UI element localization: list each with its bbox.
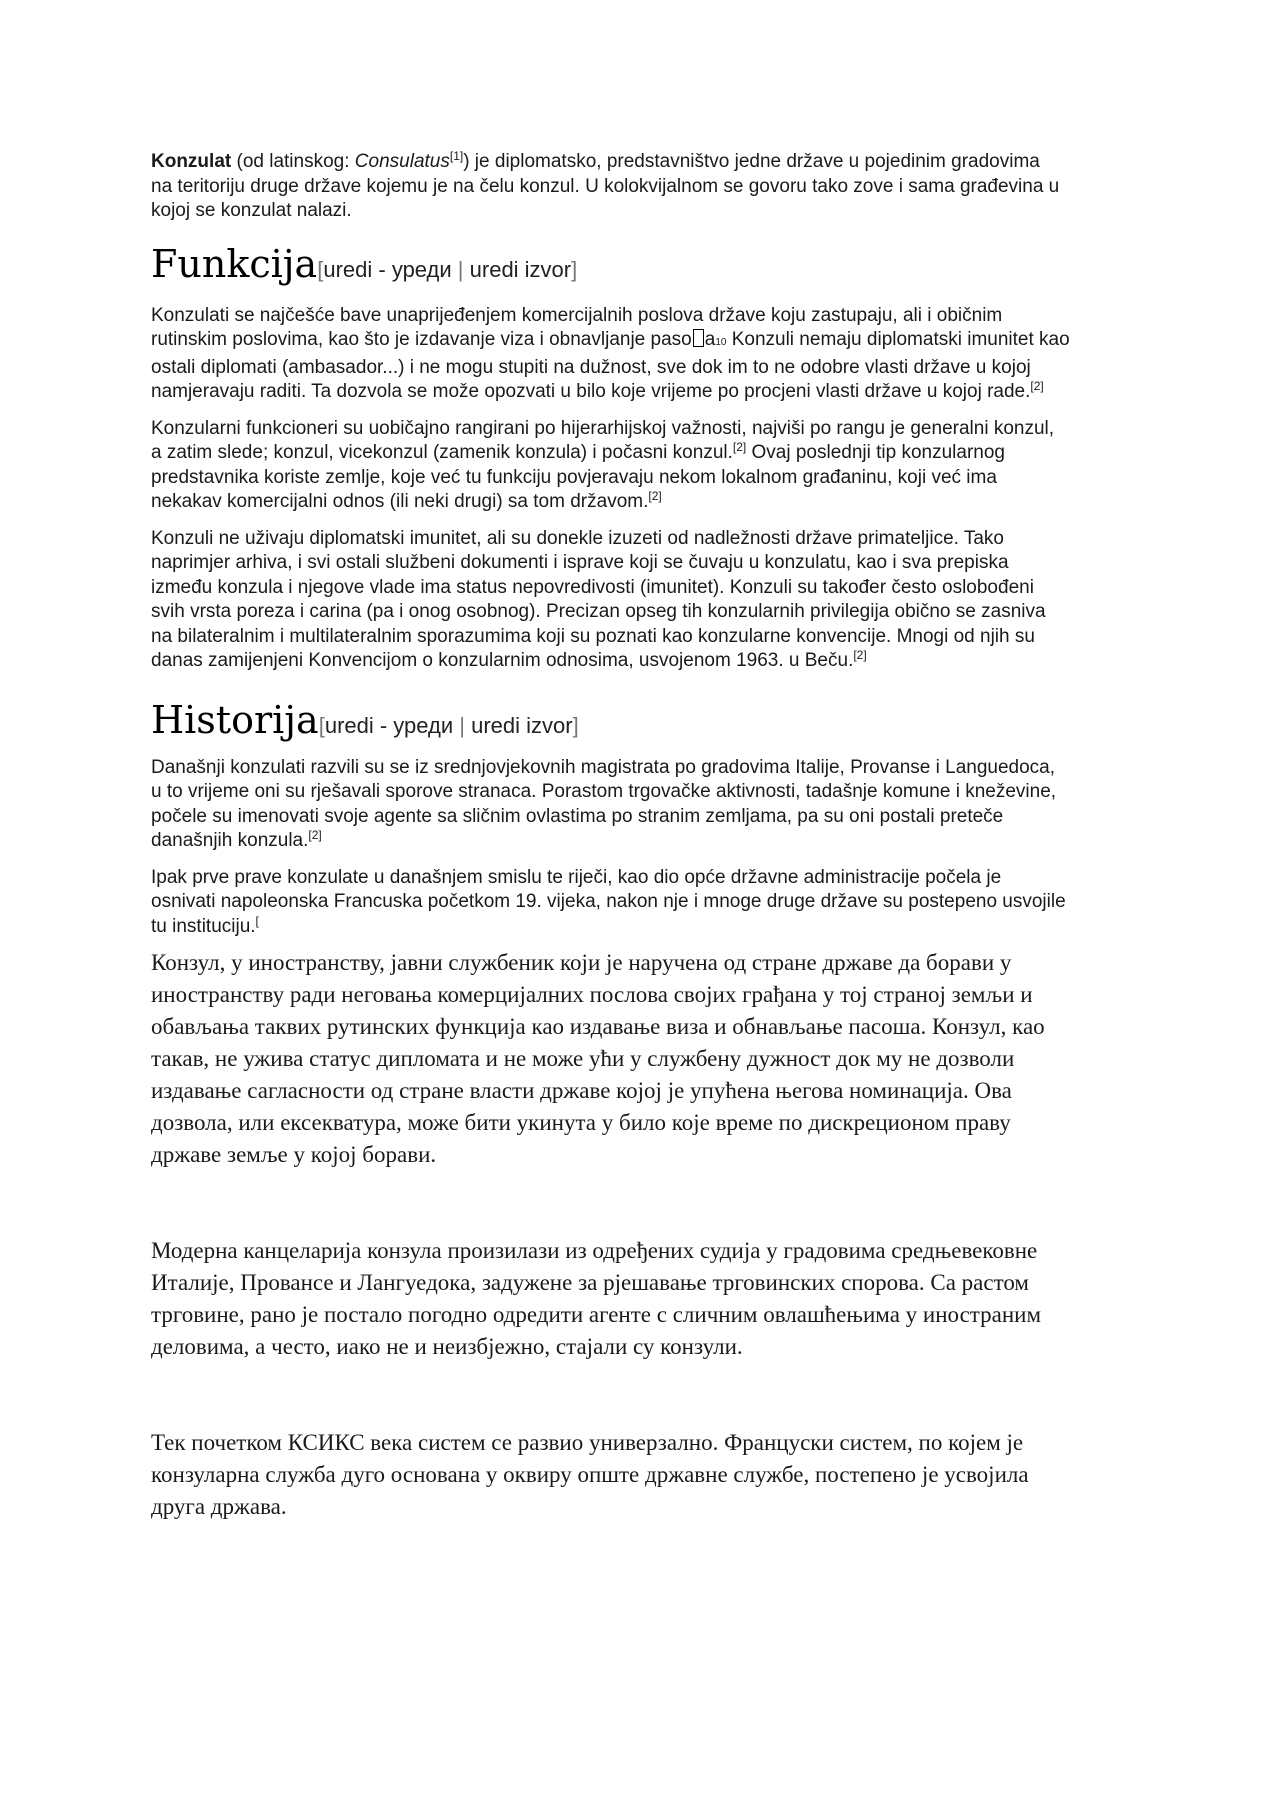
intro-paragraph: Konzulat (od latinskog: Consulatus[1]) je diplomatsko, predstavništvo jedne države u pojedinim gradovima na teritoriju druge države kojemu je na čelu konzul. U kolokvijalnom se govoru tako zove i sama građevina u kojoj se konzulat nalazi. xyxy=(151,149,1060,221)
reference-link[interactable]: [ xyxy=(255,913,259,928)
cyrillic-paragraph-3: Тек почетком КСИКС века систем се развио универзално. Француски систем, по којем је конзуларна служба дуго основана у оквиру опште државне службе, постепено је усвојила друга држава. xyxy=(151,1430,1029,1519)
latin-term: Consulatus xyxy=(354,151,450,172)
edit-links: [uredi - уреди | uredi izvor] xyxy=(318,712,579,738)
reference-link[interactable]: [2] xyxy=(1030,379,1044,393)
article-term: Konzulat xyxy=(151,151,232,172)
historija-paragraph-1: Današnji konzulati razvili su se iz srednjovjekovnih magistrata po gradovima Italije, Provanse i Languedoca, u to vrijeme oni su rješavali sporove stranaca. Porastom trgovačke aktivnosti, tadašnje komune i kneževine, počele su imenovati svoje agente sa sličnim ovlastima po stranim zemljama, pa su oni postali preteče današnjih konzula.[2] xyxy=(151,756,1057,851)
edit-links: [uredi - уреди | uredi izvor] xyxy=(317,256,578,282)
cyrillic-paragraph-2: Модерна канцеларија конзула произилази из одређених судија у градовима средњевековне Италије, Провансе и Лангуедока, задужене за рјешавање трговинских спорова. Са растом трговине, рано је постало погодно одредити агенте с сличним овлашћењима у иностраним деловима, а често, иако не и неизбјежно, стајали су конзули. xyxy=(151,1238,1042,1359)
historija-paragraph-2: Ipak prve prave konzulate u današnjem smislu te riječi, kao dio opće državne administracije počela je osnivati napoleonska Francuska početkom 19. vijeka, nakon nje i mnoge druge države su postepeno usvojile tu instituciju.[ xyxy=(151,866,1066,937)
reference-link[interactable]: [2] xyxy=(853,648,867,662)
document-page xyxy=(151,150,1196,1523)
edit-link[interactable]: uredi - уреди xyxy=(323,256,452,282)
edit-link[interactable]: uredi - уреди xyxy=(324,712,454,738)
section-heading-historija: Historija[uredi - уреди | uredi izvor] xyxy=(151,697,579,742)
reference-link[interactable]: [1] xyxy=(449,149,464,163)
reference-link[interactable]: [2] xyxy=(732,440,747,454)
funkcija-paragraph-2: Konzularni funkcioneri su uobičajno rangirani po hijerarhijskoj važnosti, najviši po rangu je generalni konzul, a zatim slede; konzul, vicekonzul (zamenik konzula) i počasni konzul.[2] Ovaj poslednji tip konzularnog predstavnika koriste zemlje, koje već tu funkciju povjeravaju nekom lokalnom građaninu, koji već ima nekakav komercijalni odnos (ili neki drugi) sa tom državom.[2] xyxy=(151,417,1055,512)
funkcija-paragraph-1: Konzulati se najčešće bave unaprijeđenjem komercijalnih poslova države koju zastupaju, ali i običnim rutinskim poslovima, kao što je izdavanje viza i obnavljanje paso a10 Konzuli nemaju diplomatski imunitet kao ostali diplomati (ambasador...) i ne mogu stupiti na dužnost, sve dok im to ne odobre vlasti države u kojoj namjeravaju raditi. Ta dozvola se može opozvati u bilo koje vrijeme po procjeni vlasti države u kojoj rade.[2] xyxy=(151,304,1070,402)
section-heading-funkcija: Funkcija[uredi - уреди | uredi izvor] xyxy=(151,241,578,286)
reference-link[interactable]: [2] xyxy=(308,828,322,842)
missing-glyph-box xyxy=(693,329,704,347)
reference-link[interactable]: [2] xyxy=(648,489,662,503)
funkcija-paragraph-3: Konzuli ne uživaju diplomatski imunitet, ali su donekle izuzeti od nadležnosti države primateljice. Tako naprimjer arhiva, i svi ostali službeni dokumenti i isprave koji se čuvaju u konzulatu, kao i sva prepiska između konzula i njegove vlade ima status nepovredivosti (imunitet). Konzuli su također često oslobođeni svih vrsta poreza i carina (pa i onog osobnog). Precizan opseg tih konzularnih privilegija obično se zasniva na bilateralnim i multilateralnim sporazumima koji su poznati kao konzularne konvencije. Mnogi od njih su danas zamijenjeni Konvencijom o konzularnim odnosima, usvojenom 1963. u Beču.[2] xyxy=(151,527,1046,671)
edit-source-link[interactable]: uredi izvor xyxy=(471,712,573,738)
cyrillic-paragraph-1: Конзул, у иностранству, јавни службеник који је наручена од стране државе да борави у иностранству ради неговања комерцијалних послова својих грађана у тој страној земљи и обављања таквих рутинских функција као издавање виза и обнављање пасоша. Конзул, као такав, не ужива статус дипломата и не може ући у службену дужност док му не дозволи издавање сагласности од стране власти државе којој је упућена његова номинација. Ова дозвола, или ексекватура, може бити укинута у било које време по дискреционом праву државе земље у којој борави. xyxy=(151,950,1045,1167)
edit-source-link[interactable]: uredi izvor xyxy=(469,256,572,282)
